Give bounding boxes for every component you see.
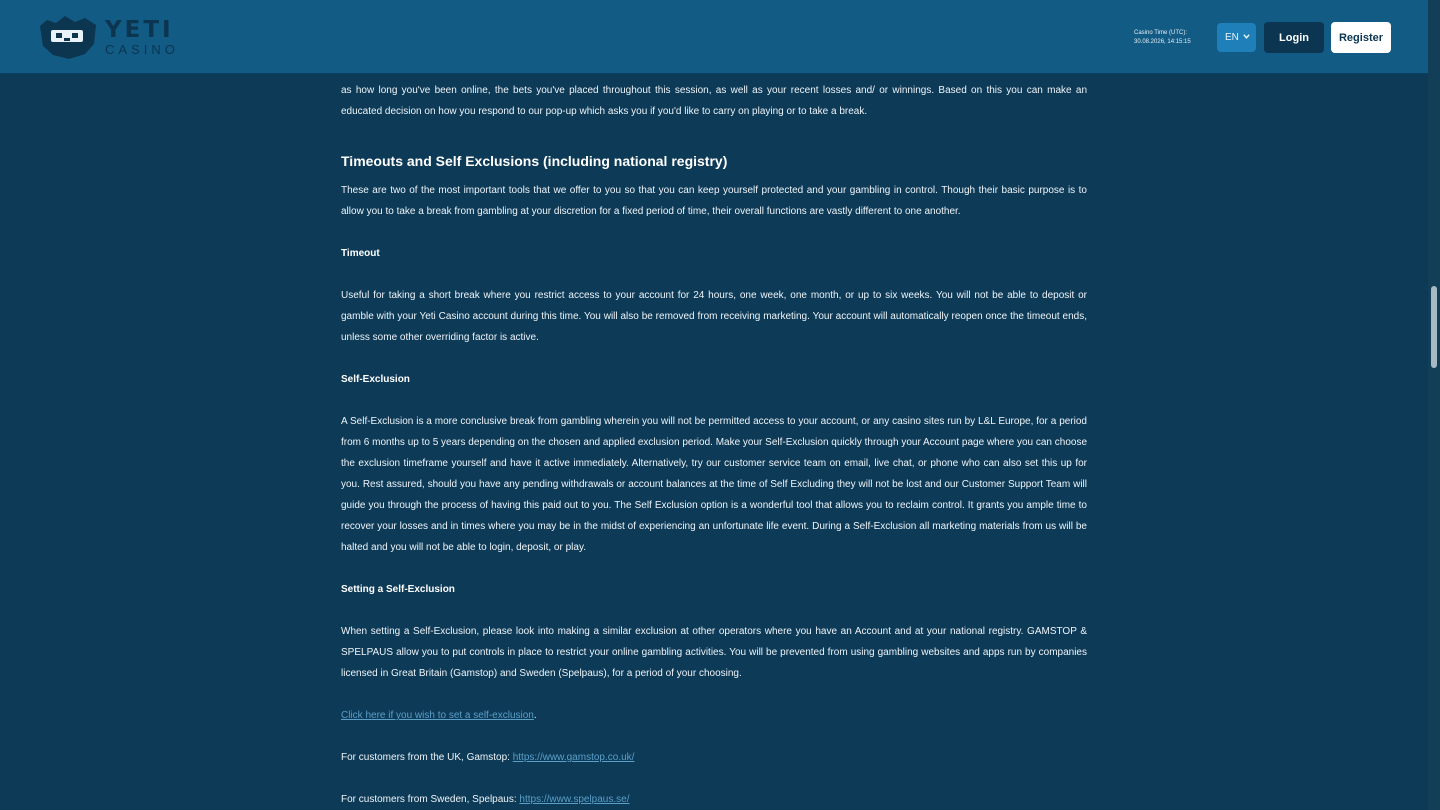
spelpaus-label: For customers from Sweden, Spelpaus: xyxy=(341,794,520,805)
yeti-logo-icon xyxy=(37,14,99,60)
scrollbar-thumb[interactable] xyxy=(1431,286,1437,368)
register-button[interactable]: Register xyxy=(1331,22,1391,53)
language-select[interactable] xyxy=(1217,23,1256,52)
page-scrollbar[interactable] xyxy=(1428,0,1440,810)
setting-self-exclusion-paragraph: When setting a Self-Exclusion, please look into making a similar exclusion at other operators where you have an Account and at your national registry. GAMSTOP & SPELPAUS allow you to put controls in place to restrict your online gambling activities. You will be prevented from using gambling websites and apps run by companies licensed in Great Britain (Gamstop) and Sweden (Spelpaus), for a period of your choosing. xyxy=(341,626,1087,679)
timeouts-paragraph: These are two of the most important tools that we offer to you so that you can keep yourself protected and your gambling in control. Though their basic purpose is to allow you to take a break from gambling at your discretion for a fixed period of time, their overall functions are vastly different to one another. xyxy=(341,185,1087,217)
spelpaus-line xyxy=(341,789,1087,810)
casino-time-label: Casino Time (UTC): xyxy=(1134,30,1188,36)
login-button[interactable]: Login xyxy=(1264,22,1324,53)
self-exclusion-link[interactable]: Click here if you wish to set a self-exclusion xyxy=(341,710,534,721)
gamstop-label: For customers from the UK, Gamstop: xyxy=(341,752,513,763)
link-period: . xyxy=(533,710,537,721)
logo-casino-text: CASINO xyxy=(105,41,179,57)
logo-yeti-text: YETI xyxy=(105,16,174,43)
yeti-casino-logo[interactable] xyxy=(37,14,179,60)
self-exclusion-paragraph: A Self-Exclusion is a more conclusive break from gambling wherein you will not be permitted access to your account, or any casino sites run by L&L Europe, for a period from 6 months up to 5 years depending on the chosen and applied exclusion period. Make your Self-Exclusion quickly through your Account page where you can choose the exclusion timeframe yourself and have it active immediately. Alternatively, try our customer service team on email, live chat, or phone who can also set this up for you. Rest assured, should you have any pending withdrawals or account balances at the time of Self Excluding they will not be lost and our Customer Support Team will guide you through the process of having this paid out to you. The Self Exclusion option is a wonderful tool that allows you to reclaim control. It grants you ample time to recover your losses and in times where you may be in the midst of experiencing an unfortunate life event. During a Self-Exclusion all marketing materials from us will be halted and you will not be able to login, deposit, or play. xyxy=(341,416,1088,553)
logo-wordmark xyxy=(105,16,179,57)
casino-time-value: 30.08.2026, 14:15:15 xyxy=(1134,39,1191,45)
setting-self-exclusion-heading: Setting a Self-Exclusion xyxy=(341,584,455,595)
chevron-down-icon xyxy=(1243,33,1250,40)
self-exclusion-heading: Self-Exclusion xyxy=(341,374,410,385)
intro-paragraph: as how long you've been online, the bets you've placed throughout this session, as well as your recent losses and/ or winnings. Based on this you can make an educated decision on how you respond to our pop-up which asks you if you'd like to carry on playing or to take a break. xyxy=(341,85,1087,117)
gamstop-line xyxy=(341,747,1087,768)
timeout-paragraph: Useful for taking a short break where you restrict access to your account for 24 hours, one week, one month, or up to six weeks. You will not be able to deposit or gamble with your Yeti Casino account during this time. You will also be removed from receiving marketing. Your account will automatically reopen once the timeout ends, unless some other overriding factor is active. xyxy=(341,290,1087,343)
spelpaus-link[interactable]: https://www.spelpaus.se/ xyxy=(519,794,630,805)
casino-time xyxy=(1134,29,1191,47)
language-value: EN xyxy=(1225,32,1239,43)
timeout-heading: Timeout xyxy=(341,248,380,259)
site-header xyxy=(0,0,1428,74)
gamstop-link[interactable]: https://www.gamstop.co.uk/ xyxy=(512,752,635,763)
self-exclusion-link-line xyxy=(341,705,1087,726)
timeouts-heading: Timeouts and Self Exclusions (including national registry) xyxy=(341,153,728,169)
